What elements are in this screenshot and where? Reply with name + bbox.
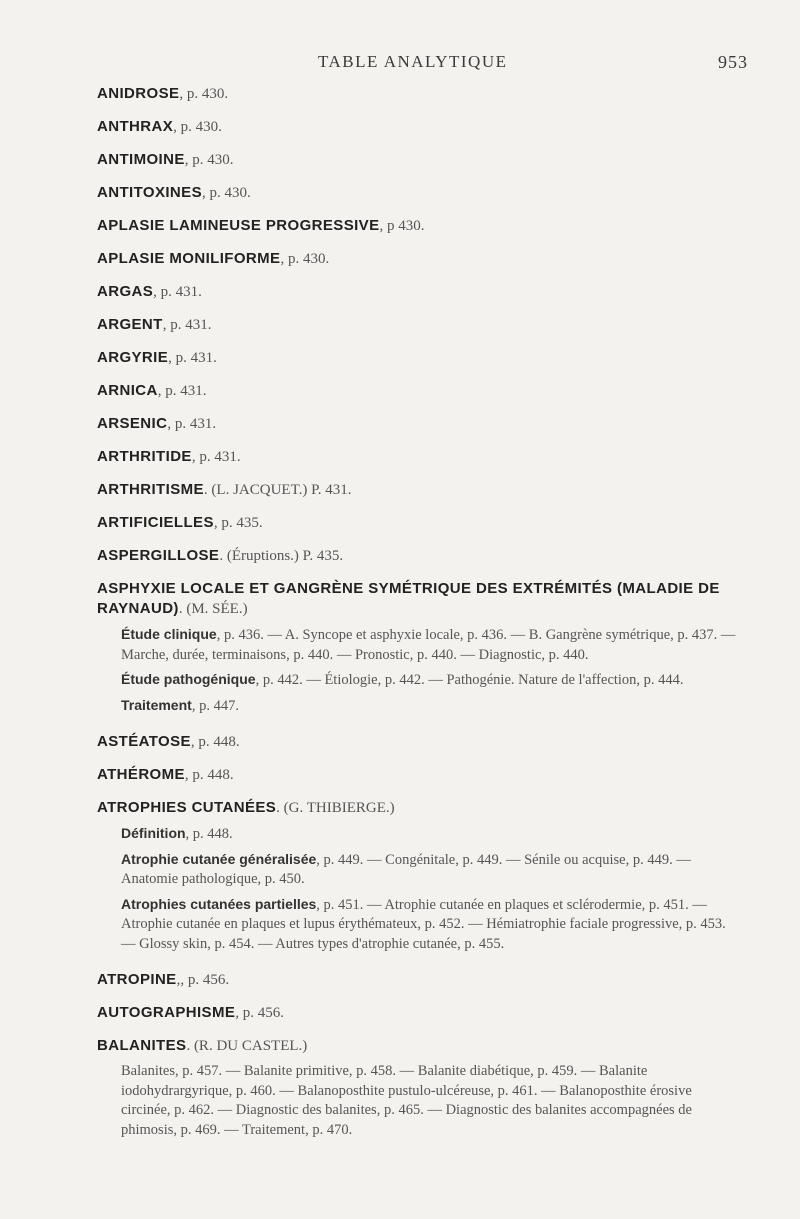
entry-heading: ARGAS	[97, 283, 154, 300]
entry-heading: ANIDROSE	[97, 85, 180, 102]
index-entry	[97, 579, 737, 716]
entry-reference: , p. 430.	[173, 119, 222, 135]
index-entry	[97, 447, 737, 467]
entry-reference: , p. 430.	[179, 86, 229, 102]
index-entry	[97, 513, 737, 533]
entry-reference: , p. 431.	[191, 449, 241, 465]
index-entry	[97, 381, 737, 401]
entry-reference: ,, p. 456.	[176, 972, 230, 988]
index-entry	[97, 183, 737, 203]
index-entries	[97, 84, 737, 1156]
index-entry	[97, 315, 737, 335]
entry-reference: , p. 431.	[167, 416, 217, 432]
entry-heading: ATROPHIES CUTANÉES	[97, 799, 277, 816]
entry-subsection	[121, 1062, 737, 1140]
entry-subsection	[121, 696, 737, 717]
subsection-lead: Atrophies cutanées partielles	[121, 895, 317, 912]
subsection-text: , p. 442. — Étiologie, p. 442. — Pathogénie. Nature de l'affection, p. 444.	[255, 672, 684, 688]
entry-reference: . (M. SÉE.)	[178, 601, 248, 617]
entry-subsection	[121, 850, 737, 890]
entry-heading: ARTHRITIDE	[97, 448, 192, 465]
entry-heading: BALANITES	[97, 1037, 187, 1054]
entry-reference: , p. 435.	[213, 515, 263, 531]
entry-reference: . (G. THIBIERGE.)	[276, 800, 395, 816]
entry-subsection	[121, 670, 737, 691]
subsection-lead: Étude pathogénique	[121, 671, 256, 687]
entry-reference: , p. 431.	[162, 317, 212, 333]
entry-heading: ATHÉROME	[97, 766, 185, 783]
index-entry	[97, 1036, 737, 1140]
entry-heading: APLASIE LAMINEUSE PROGRESSIVE	[97, 217, 380, 234]
entry-heading: ASTÉATOSE	[97, 733, 191, 750]
entry-reference: , p 430.	[379, 218, 425, 234]
index-entry	[97, 150, 737, 170]
entry-reference: , p. 430.	[201, 185, 251, 201]
entry-heading: ARTIFICIELLES	[97, 514, 214, 531]
entry-reference: , p. 430.	[280, 251, 330, 267]
entry-subsection	[121, 625, 737, 665]
index-entry	[97, 414, 737, 434]
subsection-lead: Définition	[121, 825, 186, 841]
entry-heading: ASPERGILLOSE	[97, 547, 220, 564]
entry-subsection	[121, 895, 737, 955]
entry-heading: ARGYRIE	[97, 349, 169, 366]
page-number: 953	[718, 52, 748, 72]
subsection-text: , p. 449. — Congénitale, p. 449. — Sénile ou acquise, p. 449. — Anatomie pathologique, p. 450.	[121, 851, 691, 887]
index-entry	[97, 765, 737, 785]
entry-subsection	[121, 824, 737, 845]
entry-heading: ARTHRITISME	[97, 481, 204, 498]
running-title: TABLE ANALYTIQUE	[318, 52, 508, 71]
entry-reference: , p. 448.	[190, 734, 240, 750]
subsection-lead: Traitement	[121, 696, 192, 713]
entry-heading: AUTOGRAPHISME	[97, 1004, 236, 1021]
subsection-text: Balanites, p. 457. — Balanite primitive, p. 458. — Balanite diabétique, p. 459. — Balanite iodohydrargyrique, p. 460. — Balanoposthite pustulo-ulcéreuse, p. 461. — Balanoposthite érosive circinée, p. 462. — Diagnostic des balanites, p. 465. — Diagnostic des balanites accompagnées de phimosis, p. 469. — Traitement, p. 470.	[121, 1063, 692, 1138]
index-entry	[97, 1003, 737, 1023]
entry-reference: , p. 456.	[235, 1005, 285, 1021]
index-entry	[97, 348, 737, 368]
entry-heading: APLASIE MONILIFORME	[97, 250, 281, 267]
entry-reference: , p. 448.	[184, 767, 234, 783]
index-entry	[97, 798, 737, 954]
index-entry	[97, 117, 737, 137]
entry-heading: ANTIMOINE	[97, 151, 185, 168]
entry-heading: ATROPINE	[97, 971, 177, 988]
entry-heading: ANTITOXINES	[97, 184, 202, 201]
entry-heading: ANTHRAX	[97, 118, 174, 135]
index-entry	[97, 480, 737, 500]
index-entry	[97, 546, 737, 566]
entry-reference: . (L. JACQUET.) P. 431.	[203, 482, 352, 498]
index-entry	[97, 970, 737, 990]
entry-reference: , p. 430.	[184, 152, 234, 168]
subsection-text: , p. 448.	[185, 826, 233, 842]
index-entry	[97, 732, 737, 752]
entry-reference: , p. 431.	[168, 350, 217, 366]
subsection-lead: Atrophie cutanée généralisée	[121, 850, 317, 867]
index-entry	[97, 249, 737, 269]
index-entry	[97, 216, 737, 236]
entry-heading: ARGENT	[97, 316, 163, 333]
subsection-lead: Étude clinique	[121, 626, 217, 642]
entry-reference: , p. 431.	[157, 383, 207, 399]
entry-heading: ASPHYXIE LOCALE ET GANGRÈNE SYMÉTRIQUE DES EXTRÉMITÉS (MALADIE DE RAYNAUD)	[97, 580, 720, 617]
index-entry	[97, 282, 737, 302]
index-entry	[97, 84, 737, 104]
entry-reference: . (R. DU CASTEL.)	[186, 1038, 308, 1054]
entry-reference: , p. 431.	[153, 284, 202, 300]
running-header	[0, 52, 800, 76]
subsection-text: , p. 436. — A. Syncope et asphyxie locale, p. 436. — B. Gangrène symétrique, p. 437. — Marche, durée, terminaisons, p. 440. — Pronostic, p. 440. — Diagnostic, p. 440.	[121, 627, 736, 663]
subsection-text: , p. 447.	[191, 697, 239, 714]
entry-heading: ARSENIC	[97, 415, 168, 432]
entry-heading: ARNICA	[97, 382, 158, 399]
entry-reference: . (Éruptions.) P. 435.	[219, 548, 344, 564]
subsection-text: , p. 451. — Atrophie cutanée en plaques et sclérodermie, p. 451. — Atrophie cutanée en plaques et lupus érythémateux, p. 452. — Hémiatrophie faciale progressive, p. 453. — Glossy skin, p. 454. — Autres types d'atrophie cutanée, p. 455.	[121, 896, 726, 952]
